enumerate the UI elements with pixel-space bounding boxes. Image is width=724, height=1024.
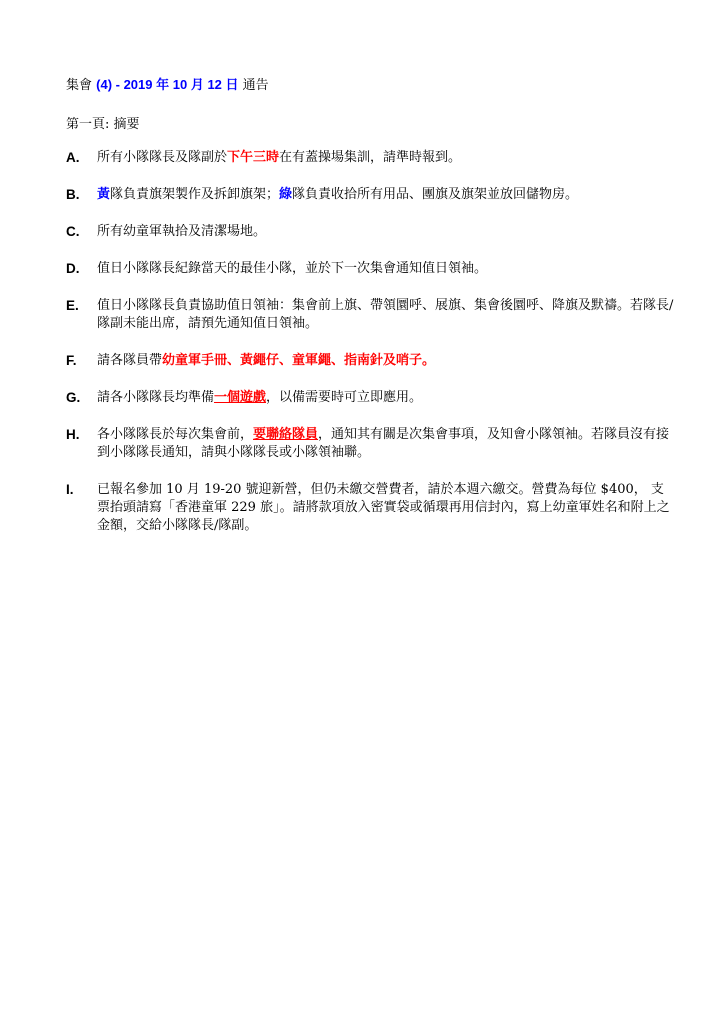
item-highlight: 下午三時 [227, 150, 280, 165]
item-highlight: 要聯絡隊員 [253, 427, 319, 442]
item-text: ，以備需要時可立即應用。 [266, 390, 423, 405]
item-letter: D. [66, 261, 80, 276]
item-text: 所有小隊隊長及隊副於 [97, 150, 228, 165]
list-item-b [66, 186, 674, 204]
item-text: 隊負責收拾所有用品、團旗及旗架並放回儲物房。 [292, 187, 579, 202]
list-item-i [66, 481, 674, 535]
list-item-h [66, 426, 674, 462]
title-month-char: 月 [190, 78, 204, 93]
title-day-num: 12 [203, 77, 226, 92]
item-text: 各小隊隊長於每次集會前， [97, 427, 254, 442]
item-letter: F. [66, 353, 77, 368]
title-day-char: 日 [225, 78, 239, 93]
item-text: 隊負責旗架製作及拆卸旗架； [110, 187, 280, 202]
list-item-e [66, 297, 674, 333]
item-text: 值日小隊隊長紀錄當天的最佳小隊，並於下一次集會通知值日領袖。 [97, 261, 488, 276]
item-letter: E. [66, 298, 79, 313]
item-letter: G. [66, 390, 81, 405]
list-item-d [66, 260, 674, 278]
item-highlight-green-team: 綠 [279, 187, 293, 202]
title-month-num: 10 [169, 77, 191, 92]
item-highlight: 幼童軍手冊、黃繩仔、童軍繩、指南針及哨子。 [162, 353, 436, 368]
item-text: ，通知其有關是次集會事項，及知會小隊領袖。若隊員沒有接到小隊隊長通知，請與小隊隊長或小隊領袖聯。 [97, 427, 670, 460]
title-year-char: 年 [156, 78, 170, 93]
list-item-c [66, 223, 674, 241]
item-text: 值日小隊隊長負責協助值日領袖：集會前上旗、帶領圜呼、展旗、集會後圜呼、降旗及默禱。若隊長/隊副未能出席，請預先通知值日領袖。 [97, 298, 674, 331]
item-text: 在有蓋操場集訓，請準時報到。 [279, 150, 462, 165]
page-subtitle: 第一頁: 摘要 [66, 117, 140, 132]
item-letter: C. [66, 224, 80, 239]
item-text: 所有幼童軍執拾及清潔場地。 [97, 224, 267, 239]
title-number: (4) - 2019 [96, 77, 157, 92]
title-prefix: 集會 [66, 78, 97, 93]
notice-title [66, 76, 674, 95]
item-letter: B. [66, 187, 80, 202]
title-suffix: 通告 [238, 78, 269, 93]
item-letter: A. [66, 150, 80, 165]
list-item-g [66, 389, 674, 407]
list-item-f [66, 352, 674, 370]
notice-list [66, 149, 674, 535]
item-text: 已報名參加 10 月 19-20 號迎新營，但仍未繳交營費者，請於本週六繳交。營費為每位 $400， 支票抬頭請寫「香港童軍 229 旅」。請將款項放入密實袋或循環再用信封內，寫上幼童軍姓名和附上之金額，交給小隊隊長/隊副。 [97, 482, 670, 533]
item-text: 請各小隊隊長均準備 [97, 390, 215, 405]
item-letter: H. [66, 427, 80, 442]
item-highlight: 一個遊戲 [214, 390, 267, 405]
list-item-a [66, 149, 674, 167]
item-letter: I. [66, 482, 74, 497]
item-highlight-yellow-team: 黃 [97, 187, 111, 202]
item-text: 請各隊員帶 [97, 353, 163, 368]
